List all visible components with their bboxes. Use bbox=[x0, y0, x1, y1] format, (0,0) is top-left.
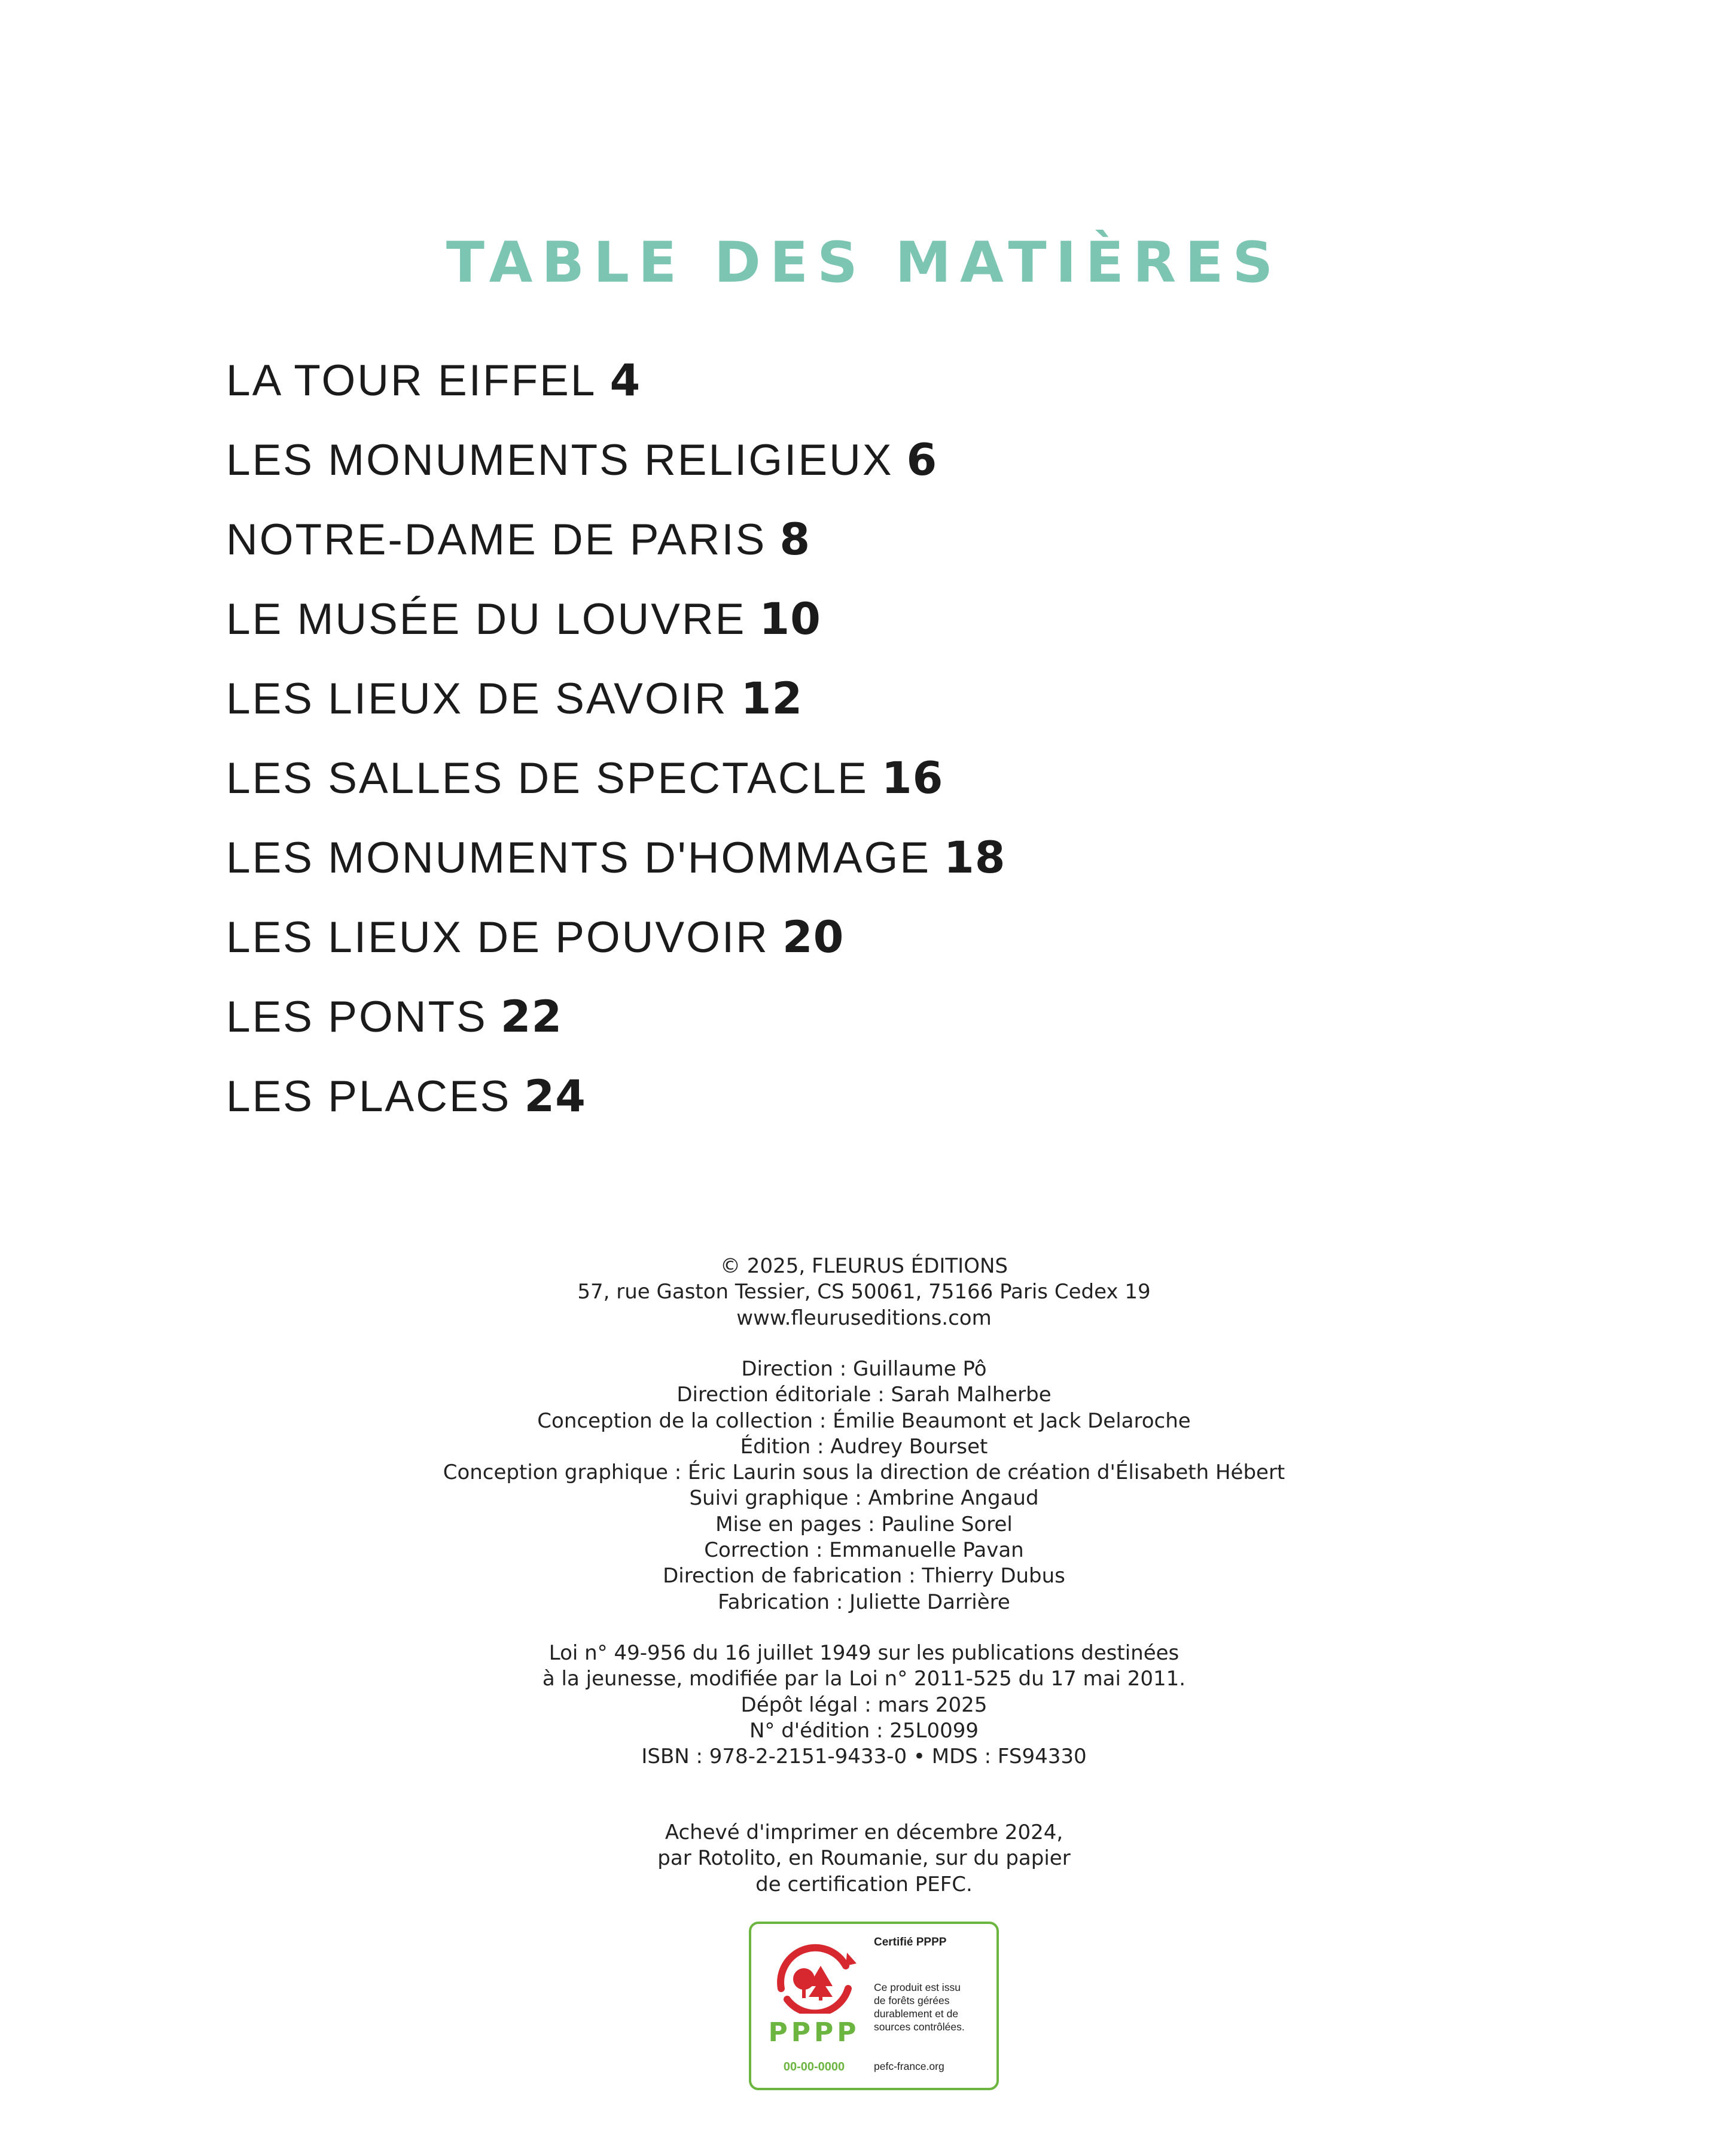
credit-line: Correction : Emmanuelle Pavan bbox=[704, 1538, 1024, 1563]
printing-line: de certification PEFC. bbox=[755, 1872, 973, 1896]
toc-entry-page: 10 bbox=[759, 594, 821, 645]
toc-entry-title: LES SALLES DE SPECTACLE bbox=[226, 754, 868, 803]
credits-block bbox=[0, 1356, 1728, 1615]
certification-label bbox=[749, 1922, 999, 2090]
certification-code: 00-00-0000 bbox=[783, 2060, 845, 2073]
toc-entry-page: 24 bbox=[524, 1071, 586, 1122]
isbn-line: ISBN : 978-2-2151-9433-0 • MDS : FS94330 bbox=[641, 1745, 1087, 1769]
edition-number: N° d'édition : 25L0099 bbox=[749, 1718, 979, 1743]
legal-block bbox=[0, 1640, 1728, 1770]
publisher-block bbox=[0, 1254, 1728, 1331]
credit-line: Suivi graphique : Ambrine Angaud bbox=[689, 1486, 1039, 1511]
toc-entry bbox=[226, 1069, 1006, 1148]
toc-entry-title: LES PLACES bbox=[226, 1072, 511, 1121]
certification-text-line: de forêts gérées bbox=[874, 1995, 950, 2006]
certification-text-line: sources contrôlées. bbox=[874, 2021, 965, 2033]
toc-entry-title: NOTRE-DAME DE PARIS bbox=[226, 516, 767, 564]
toc-entry bbox=[226, 353, 1006, 432]
certification-text-line: durablement et de bbox=[874, 2008, 959, 2020]
certification-website: pefc-france.org bbox=[874, 2060, 944, 2072]
toc-entry-page: 12 bbox=[740, 673, 803, 724]
publisher-website: www.fleuruseditions.com bbox=[736, 1306, 992, 1330]
toc-entry-title: LES MONUMENTS RELIGIEUX bbox=[226, 436, 894, 484]
toc-entry bbox=[226, 989, 1006, 1069]
publisher-address: 57, rue Gaston Tessier, CS 50061, 75166 Paris Cedex 19 bbox=[577, 1280, 1151, 1304]
toc-entry bbox=[226, 591, 1006, 671]
credit-line: Conception graphique : Éric Laurin sous la direction de création d'Élisabeth Hébert bbox=[443, 1460, 1285, 1485]
toc-entry-page: 8 bbox=[779, 514, 811, 565]
toc-entry-page: 22 bbox=[500, 992, 563, 1042]
certification-mark: PPPP bbox=[768, 2017, 860, 2048]
certification-text bbox=[874, 1981, 993, 2033]
credit-line: Mise en pages : Pauline Sorel bbox=[715, 1512, 1013, 1536]
toc-entry bbox=[226, 830, 1006, 910]
printing-line: Achevé d'imprimer en décembre 2024, bbox=[665, 1820, 1063, 1844]
toc-entry-page: 6 bbox=[906, 435, 938, 486]
forest-certification-logo-icon bbox=[769, 1942, 859, 2014]
printing-line: par Rotolito, en Roumanie, sur du papier bbox=[657, 1846, 1071, 1871]
credit-line: Direction éditoriale : Sarah Malherbe bbox=[676, 1383, 1052, 1407]
toc-entry bbox=[226, 432, 1006, 512]
legal-deposit: Dépôt légal : mars 2025 bbox=[740, 1693, 988, 1717]
page-title: TABLE DES MATIÈRES bbox=[446, 230, 1282, 295]
credit-line: Édition : Audrey Bourset bbox=[740, 1434, 988, 1459]
toc-entry-title: LE MUSÉE DU LOUVRE bbox=[226, 595, 746, 644]
credit-line: Direction de fabrication : Thierry Dubus bbox=[663, 1564, 1065, 1588]
toc-entry bbox=[226, 671, 1006, 751]
credit-line: Fabrication : Juliette Darrière bbox=[718, 1590, 1010, 1614]
toc-entry-title: LES LIEUX DE SAVOIR bbox=[226, 675, 728, 723]
credit-line: Conception de la collection : Émilie Beaumont et Jack Delaroche bbox=[537, 1408, 1191, 1433]
toc-entry-title: LES PONTS bbox=[226, 993, 487, 1041]
toc-entry-page: 20 bbox=[782, 912, 845, 963]
printing-block bbox=[0, 1820, 1728, 1898]
credit-line: Direction : Guillaume Pô bbox=[741, 1357, 987, 1381]
certification-heading: Certifié PPPP bbox=[874, 1936, 947, 1948]
toc-entry bbox=[226, 910, 1006, 989]
certification-text-line: Ce produit est issu bbox=[874, 1981, 961, 1993]
legal-line: Loi n° 49-956 du 16 juillet 1949 sur les publications destinées bbox=[548, 1641, 1180, 1665]
table-of-contents bbox=[226, 353, 1006, 1148]
toc-entry-page: 16 bbox=[881, 753, 944, 804]
toc-entry-title: LES MONUMENTS D'HOMMAGE bbox=[226, 834, 931, 882]
toc-entry-title: LES LIEUX DE POUVOIR bbox=[226, 913, 769, 962]
toc-entry-page: 4 bbox=[609, 355, 641, 406]
legal-line: à la jeunesse, modifiée par la Loi n° 2011-525 du 17 mai 2011. bbox=[542, 1667, 1186, 1691]
toc-entry-page: 18 bbox=[944, 832, 1006, 883]
toc-entry bbox=[226, 512, 1006, 591]
toc-entry bbox=[226, 751, 1006, 830]
toc-entry-title: LA TOUR EIFFEL bbox=[226, 356, 597, 405]
copyright-line: © 2025, FLEURUS ÉDITIONS bbox=[720, 1254, 1008, 1278]
